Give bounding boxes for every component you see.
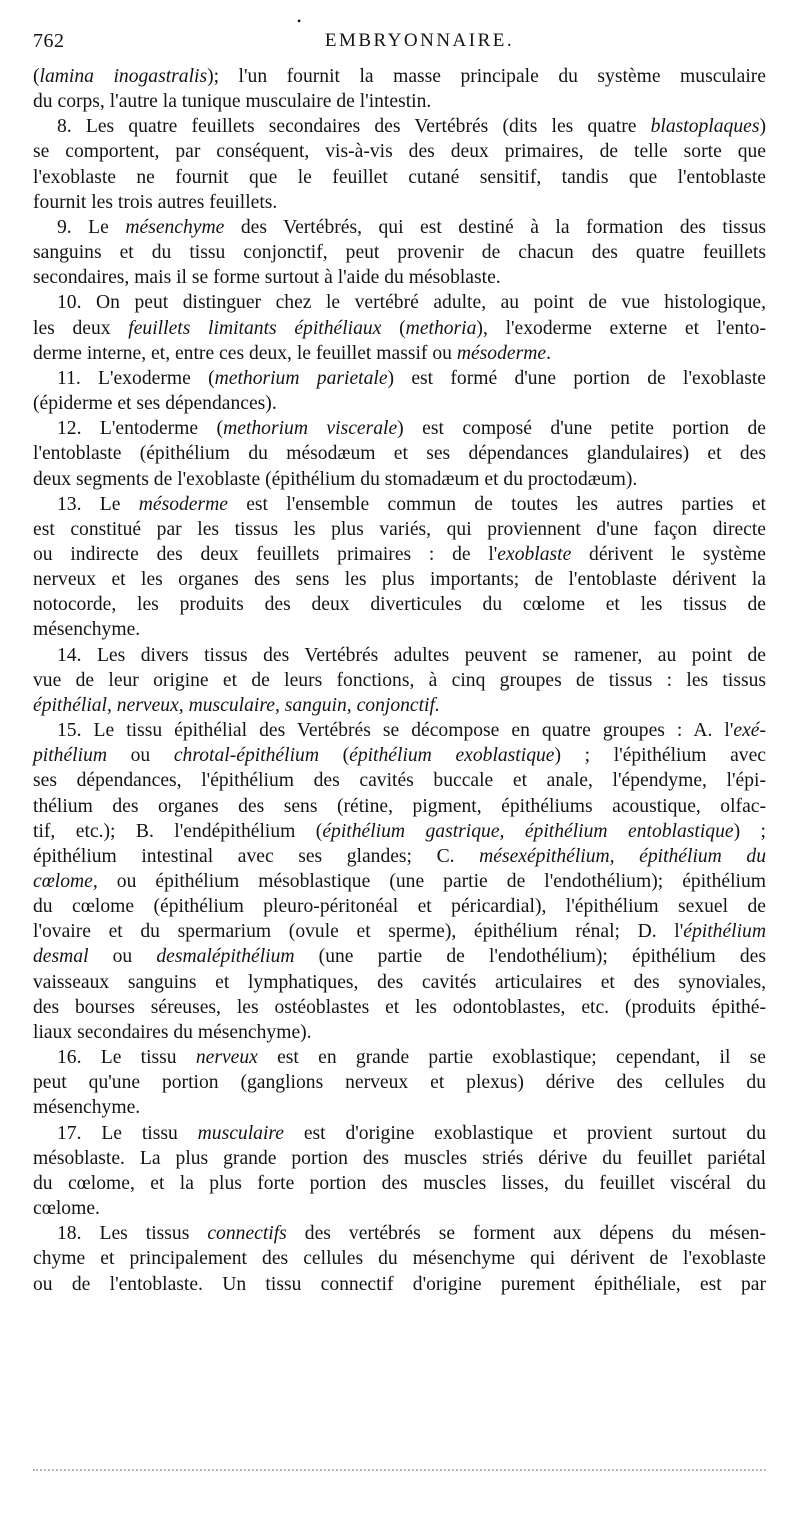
italic-term: lamina inogastralis bbox=[39, 66, 208, 87]
italic-term: mésexépithélium, épithélium du bbox=[479, 845, 766, 867]
text-line: desmal ou desmalépithélium (une partie de l'endothélium); épithélium des bbox=[33, 946, 766, 968]
italic-term: connectifs bbox=[207, 1223, 287, 1245]
text-line: fournit les trois autres feuillets. bbox=[33, 191, 278, 213]
text-line: mésenchyme. bbox=[33, 619, 141, 641]
text-line: notocorde, les produits des deux diverticules du cœlome et les tissus de bbox=[33, 594, 766, 616]
italic-term: desmalépithélium bbox=[156, 946, 295, 968]
text-line: mésoblaste. La plus grande portion des muscles striés dérive du feuillet pariétal bbox=[33, 1147, 766, 1169]
paragraph bbox=[33, 64, 766, 114]
text-line: peut qu'une portion (ganglions nerveux et plexus) dérive des cellules du bbox=[33, 1072, 766, 1094]
text-line: ou indirecte des deux feuillets primaires : de l'exoblaste dérivent le système bbox=[33, 543, 766, 565]
italic-term: épithélium gastrique, épithélium entoblastique bbox=[322, 820, 734, 842]
text-line: 15. Le tissu épithélial des Vertébrés se décompose en quatre groupes : A. l'exé- bbox=[57, 720, 766, 742]
page-header bbox=[33, 14, 766, 60]
paragraph bbox=[33, 215, 766, 290]
italic-term: exoblaste bbox=[497, 543, 572, 565]
running-title: EMBRYONNAIRE. bbox=[324, 30, 515, 51]
text-line: 14. Les divers tissus des Vertébrés adultes peuvent se ramener, au point de bbox=[57, 644, 766, 666]
text-line: 10. On peut distinguer chez le vertébré adulte, au point de vue histologique, bbox=[57, 292, 766, 314]
text-line: secondaires, mais il se forme surtout à l'aide du mésoblaste. bbox=[33, 267, 501, 289]
italic-term: exé- bbox=[733, 720, 766, 742]
italic-term: pithélium bbox=[33, 745, 108, 767]
italic-term: feuillets limitants épithéliaux bbox=[128, 317, 382, 339]
paragraph bbox=[33, 643, 766, 718]
text-line: tif, etc.); B. l'endépithélium (épithélium gastrique, épithélium entoblastique) ; bbox=[33, 820, 767, 842]
text-line bbox=[33, 693, 766, 718]
text-line: est constitué par les tissus les plus variés, qui proviennent d'une façon directe bbox=[33, 518, 766, 540]
paragraph bbox=[33, 416, 766, 491]
italic-term: mésoderme bbox=[456, 342, 547, 364]
paragraph bbox=[33, 290, 766, 365]
paragraph bbox=[33, 1121, 766, 1222]
italic-term: épithélial, nerveux, musculaire, sanguin, conjonctif. bbox=[33, 694, 440, 716]
footer-rule bbox=[33, 1469, 766, 1479]
text-line: les deux feuillets limitants épithéliaux (methoria), l'exoderme externe et l'ento- bbox=[33, 317, 766, 339]
italic-term: blastoplaques bbox=[650, 116, 760, 138]
text-line: sanguins et du tissu conjonctif, peut provenir de chacun des quatre feuillets bbox=[33, 242, 766, 264]
page-number: 762 bbox=[33, 30, 65, 52]
text-line: (lamina inogastralis); l'un fournit la masse principale du système musculaire bbox=[33, 66, 766, 87]
text-line: chyme et principalement des cellules du mésenchyme qui dérivent de l'exoblaste bbox=[33, 1248, 766, 1270]
body-text bbox=[33, 64, 766, 1297]
italic-term: methoria bbox=[405, 317, 477, 339]
italic-term: chrotal-épithélium bbox=[173, 745, 319, 767]
italic-term: cœlome bbox=[33, 871, 93, 892]
italic-term: épithélium bbox=[683, 921, 766, 943]
text-line: 8. Les quatre feuillets secondaires des Vertébrés (dits les quatre blastoplaques) bbox=[57, 116, 766, 138]
text-line: vaisseaux sanguins et lymphatiques, des cavités articulaires et des synoviales, bbox=[33, 971, 766, 993]
paragraph bbox=[33, 492, 766, 643]
text-line: l'ovaire et du spermarium (ovule et sperme), épithélium rénal; D. l'épithélium bbox=[33, 921, 766, 943]
text-line: ou de l'entoblaste. Un tissu connectif d'origine purement épithéliale, est par bbox=[33, 1273, 766, 1295]
text-line: 13. Le mésoderme est l'ensemble commun de toutes les autres parties et bbox=[57, 493, 766, 515]
text-line: mésenchyme. bbox=[33, 1097, 141, 1119]
text-line: deux segments de l'exoblaste (épithélium du stomadæum et du proctodæum). bbox=[33, 468, 638, 490]
text-line: 17. Le tissu musculaire est d'origine exoblastique et provient surtout du bbox=[57, 1122, 766, 1144]
text-line: (épiderme et ses dépendances). bbox=[33, 393, 277, 415]
text-line: derme interne, et, entre ces deux, le feuillet massif ou mésoderme. bbox=[33, 342, 551, 364]
text-line: cœlome, ou épithélium mésoblastique (une partie de l'endothélium); épithélium bbox=[33, 871, 766, 892]
text-line: ses dépendances, l'épithélium des cavités buccale et anale, l'épendyme, l'épi- bbox=[33, 770, 766, 792]
text-line: des bourses séreuses, les ostéoblastes et les odontoblastes, etc. (produits épithé- bbox=[33, 996, 766, 1018]
text-line: épithélium intestinal avec ses glandes; C. mésexépithélium, épithélium du bbox=[33, 845, 766, 867]
paragraph bbox=[33, 1221, 766, 1296]
text-line: du corps, l'autre la tunique musculaire de l'intestin. bbox=[33, 91, 432, 113]
paragraph bbox=[33, 718, 766, 1045]
text-line: cœlome. bbox=[33, 1198, 100, 1220]
paragraph bbox=[33, 366, 766, 416]
paragraph bbox=[33, 114, 766, 215]
italic-term: nerveux bbox=[195, 1047, 258, 1069]
printer-mark: • bbox=[297, 14, 302, 28]
text-line: 9. Le mésenchyme des Vertébrés, qui est destiné à la formation des tissus bbox=[57, 216, 766, 238]
italic-term: methorium parietale bbox=[214, 367, 388, 389]
paragraph bbox=[33, 1045, 766, 1120]
text-line: du cœlome (épithélium pleuro-péritonéal et péricardial), l'épithélium sexuel de bbox=[33, 896, 766, 918]
italic-term: musculaire bbox=[197, 1122, 284, 1144]
text-line: pithélium ou chrotal-épithélium (épithélium exoblastique) ; l'épithélium avec bbox=[33, 745, 767, 767]
text-line: l'entoblaste (épithélium du mésodæum et ses dépendances glandulaires) et des bbox=[33, 443, 766, 465]
italic-term: mésoderme bbox=[138, 493, 228, 515]
italic-term: desmal bbox=[33, 946, 89, 968]
text-line: 16. Le tissu nerveux est en grande partie exoblastique; cependant, il se bbox=[57, 1047, 767, 1069]
text-line: nerveux et les organes des sens les plus importants; de l'entoblaste dérivent la bbox=[33, 569, 766, 591]
text-line: liaux secondaires du mésenchyme). bbox=[33, 1021, 312, 1043]
text-line: du cœlome, et la plus forte portion des muscles lisses, du feuillet viscéral du bbox=[33, 1172, 766, 1194]
italic-term: mésenchyme bbox=[125, 216, 225, 238]
text-line: vue de leur origine et de leurs fonctions, à cinq groupes de tissus : les tissus bbox=[33, 669, 766, 691]
text-line: 12. L'entoderme (methorium viscerale) est composé d'une petite portion de bbox=[57, 418, 766, 440]
text-line: se comportent, par conséquent, vis-à-vis des deux primaires, de telle sorte que bbox=[33, 141, 766, 163]
text-line: 18. Les tissus connectifs des vertébrés se forment aux dépens du mésen- bbox=[57, 1223, 766, 1245]
text-line: thélium des organes des sens (rétine, pigment, épithéliums acoustique, olfac- bbox=[33, 795, 766, 817]
text-line: l'exoblaste ne fournit que le feuillet cutané sensitif, tandis que l'entoblaste bbox=[33, 166, 766, 188]
italic-term: methorium viscerale bbox=[223, 418, 398, 440]
italic-term: épithélium exoblastique bbox=[349, 745, 555, 767]
text-line: 11. L'exoderme (methorium parietale) est formé d'une portion de l'exoblaste bbox=[57, 367, 766, 389]
